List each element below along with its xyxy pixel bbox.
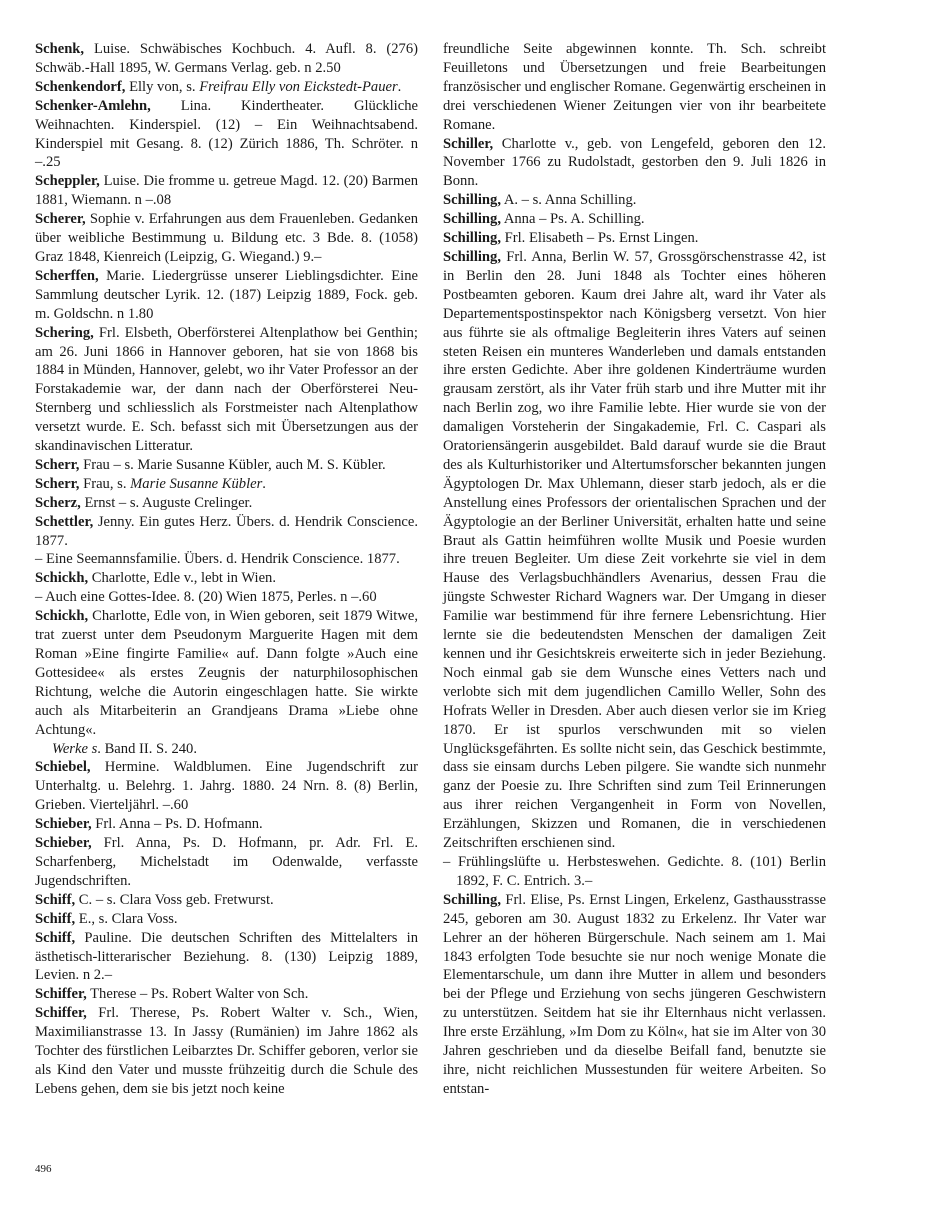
entry: Schilling, Frl. Elisabeth – Ps. Ernst Lingen.	[443, 230, 699, 247]
entry-continuation: freundliche Seite abgewinnen konnte. Th. Sch. schreibt Feuilletons und Übersetzungen und freie Bearbeitungen französischer und englischer Romane. Gegenwärtig erscheinen in drei verschiedenen Wiener Zeitungen vier von ihr bearbeitete Romane.	[443, 41, 826, 133]
entry: Schilling, A. – s. Anna Schilling.	[443, 192, 637, 209]
entry: Schilling, Frl. Anna, Berlin W. 57, Grossgörschenstrasse 42, ist in Berlin den 28. Juni 1848 als Tochter eines höheren Postbeamten geboren. Kaum drei Jahre alt, ward ihr Vater als Departementspostinspektor nach Königsberg versetzt. Von hier aus führte sie als oftmalige Begleiterin ihres Vaters auf seinen steten Reisen ein munteres Wanderleben und damals entstanden ihre ersten Gedichte. Aber ihre goldenen Kinderträume wurden grausam zerstört, als ihr Vater früh starb und ihre Mutter mit ihr nach Berlin zog, wo ihre Familie lebte. Hier wurde sie von der damaligen Vorsteherin der Singakademie, Frl. C. Caspari als Oratoriensängerin ausgebildet. Bald darauf wurde sie die Braut des als Kulturhistoriker und Altertumsforscher bekannten jungen Ägyptologen Dr. Max Uhlemann, dieser starb jedoch, als er die Anstellung eines Professors der orientalischen Sprachen und der Ägyptologie an der Berliner Universität, erhalten hatte und seine Braut als Gattin heimführen wollte Musik und Poesie wurden ihre treuen Begleiter. Um diese Zeit vorkehrte sie viel in dem Hause des Verlagsbuchhändlers Avenarius, dessen Frau die jüngste Schwester Richard Wagners war. Der Umgang in dieser Familie war bestimmend für ihre fernere Lebensrichtung. Hier lernte sie die bedeutendsten Menschen der damaligen Zeit kennen und ihr Gesichtskreis erweiterte sich in jeder Beziehung. Noch einmal gab sie dem Wunsche eines Vetters nach und verlobte sich mit dem jugendlichen Camillo Weller, Sohn des Hofrats Weller in Dresden. Aber auch diesen verlor sie im Krieg 1870. Er ist spurlos verschwunden mit so vielen Unglücksgefährten. Es sollte nicht sein, das Geschick bestimmte, dass sie einsam durchs Leben pilgere. Sie wandte sich nunmehr ganz der Poesie zu. Ihre Schriften sind zum Teil Erinnerungen aus ihrer reichen Vergangenheit in Form von Novellen, Erzählungen, Skizzen und Romanen, die in verschiedenen Zeitschriften erschienen sind.	[443, 248, 826, 852]
right-column	[443, 40, 826, 1099]
works-reference: Werke s. Band II. S. 240.	[52, 740, 197, 757]
sub-entry: – Auch eine Gottes-Idee. 8. (20) Wien 1875, Perles. n –.60	[35, 589, 377, 606]
entry: Schenker-Amlehn, Lina. Kindertheater. Glückliche Weihnachten. Kinderspiel. (12) – Ein Weihnachtsabend. Kinderspiel mit Gesang. 8. (12) Zürich 1886, Th. Schröter. n –.25	[35, 97, 418, 171]
entry: Schickh, Charlotte, Edle von, in Wien geboren, seit 1879 Witwe, trat zuerst unter dem Pseudonym Marguerite Hagen mit dem Roman »Eine fingirte Familie« auf. Dann folgte »Auch eine Gottesidee« als erstes Zeugnis der naturphilosophischen Richtung, welche die Autorin eingeschlagen hatte. Sie wirkte auch als Mitarbeiterin an Grandjeans Drama »Liebe ohne Achtung«.	[35, 608, 418, 738]
entry: Schiebel, Hermine. Waldblumen. Eine Jugendschrift zur Unterhaltg. u. Belehrg. 1. Jahrg. 1880. 24 Nrn. 8. (8) Berlin, Grieben. Vierteljährl. –.60	[35, 759, 418, 814]
entry: Schiffer, Therese – Ps. Robert Walter von Sch.	[35, 986, 309, 1003]
entry: Scheppler, Luise. Die fromme u. getreue Magd. 12. (20) Barmen 1881, Wiemann. n –.08	[35, 173, 418, 209]
sub-entry: – Frühlingslüfte u. Herbsteswehen. Gedichte. 8. (101) Berlin 1892, F. C. Entrich. 3.–	[443, 853, 826, 889]
entry: Schieber, Frl. Anna, Ps. D. Hofmann, pr. Adr. Frl. E. Scharfenberg, Michelstadt im Odenwalde, verfasste Jugendschriften.	[35, 835, 418, 889]
entry: Schenk, Luise. Schwäbisches Kochbuch. 4. Aufl. 8. (276) Schwäb.-Hall 1895, W. Germans Verlag. geb. n 2.50	[35, 41, 418, 76]
entry: Schilling, Frl. Elise, Ps. Ernst Lingen, Erkelenz, Gasthausstrasse 245, geboren am 30. August 1832 zu Erkelenz. Ihr Vater war Lehrer an der höheren Bürgerschule. Nach seinem am 1. Mai 1843 erfolgten Tode besuchte sie nur noch wenige Monate die Elementarschule, um dann ihre Mutter in allem und besonders bei der Pflege und Erziehung von sechs jüngeren Geschwistern zu unterstützen. Seitdem hat sie ihr Elternhaus nicht verlassen. Ihre erste Erzählung, »Im Dom zu Köln«, hat sie im Alter von 30 Jahren geschrieben und da dieselbe Beifall fand, benutzte sie ihre, nicht reichlichen Mussestunden für weitere Arbeiten. So entstan-	[443, 891, 826, 1097]
entry: Schiffer, Frl. Therese, Ps. Robert Walter v. Sch., Wien, Maximilianstrasse 13. In Jassy (Rumänien) im Jahre 1862 als Tochter des fürstlichen Leibarztes Dr. Schiffer geboren, verlor sie als Kind den Vater und musste frühzeitig durch die Schule des Lebens gehen, dem sie bis jetzt noch keine	[35, 1005, 418, 1097]
entry: Schering, Frl. Elsbeth, Oberförsterei Altenplathow bei Genthin; am 26. Juni 1866 in Hannover geboren, hat sie von 1868 bis 1884 in Münden, Hannover, gelebt, wo ihr Vater Professor an der Forstakademie war, der dann nach der Oberförsterei Neu-Sternberg und schliesslich als Forstmeister nach Altenplathow versetzt wurde. E. Sch. befasst sich mit Übersetzungen aus der skandinavischen Litteratur.	[35, 324, 418, 455]
entry: Schettler, Jenny. Ein gutes Herz. Übers. d. Hendrik Conscience. 1877.	[35, 513, 418, 549]
entry: Schieber, Frl. Anna – Ps. D. Hofmann.	[35, 816, 263, 833]
entry: Scherffen, Marie. Liedergrüsse unserer Lieblingsdichter. Eine Sammlung deutscher Lyrik. 12. (187) Leipzig 1889, Fock. geb. m. Goldschn. n 1.80	[35, 267, 418, 322]
left-column	[35, 40, 418, 1099]
entry: Scherr, Frau – s. Marie Susanne Kübler, auch M. S. Kübler.	[35, 456, 386, 473]
entry: Schickh, Charlotte, Edle v., lebt in Wien.	[35, 570, 276, 587]
entry: Scherr, Frau, s. Marie Susanne Kübler.	[35, 475, 266, 492]
entry: Schiff, C. – s. Clara Voss geb. Fretwurst.	[35, 891, 274, 908]
entry: Schiff, E., s. Clara Voss.	[35, 910, 178, 927]
entry: Schiff, Pauline. Die deutschen Schriften des Mittelalters in ästhetisch-litterarischer Beziehung. 8. (130) Leipzig 1889, Levien. n 2.–	[35, 929, 418, 984]
entry: Schenkendorf, Elly von, s. Freifrau Elly von Eickstedt-Pauer.	[35, 78, 402, 95]
entry: Schiller, Charlotte v., geb. von Lengefeld, geboren den 12. November 1766 zu Rudolstadt, gestorben den 9. Juli 1826 in Bonn.	[443, 135, 826, 190]
page-number: 496	[35, 1163, 52, 1175]
entry: Scherer, Sophie v. Erfahrungen aus dem Frauenleben. Gedanken über weibliche Bestimmung u. Bildung etc. 3 Bde. 8. (1058) Graz 1848, Kienreich (Leipzig, G. Wiegand.) 9.–	[35, 211, 418, 265]
entry: Scherz, Ernst – s. Auguste Crelinger.	[35, 494, 253, 511]
entry: Schilling, Anna – Ps. A. Schilling.	[443, 211, 645, 228]
sub-entry: – Eine Seemannsfamilie. Übers. d. Hendrik Conscience. 1877.	[35, 551, 400, 568]
